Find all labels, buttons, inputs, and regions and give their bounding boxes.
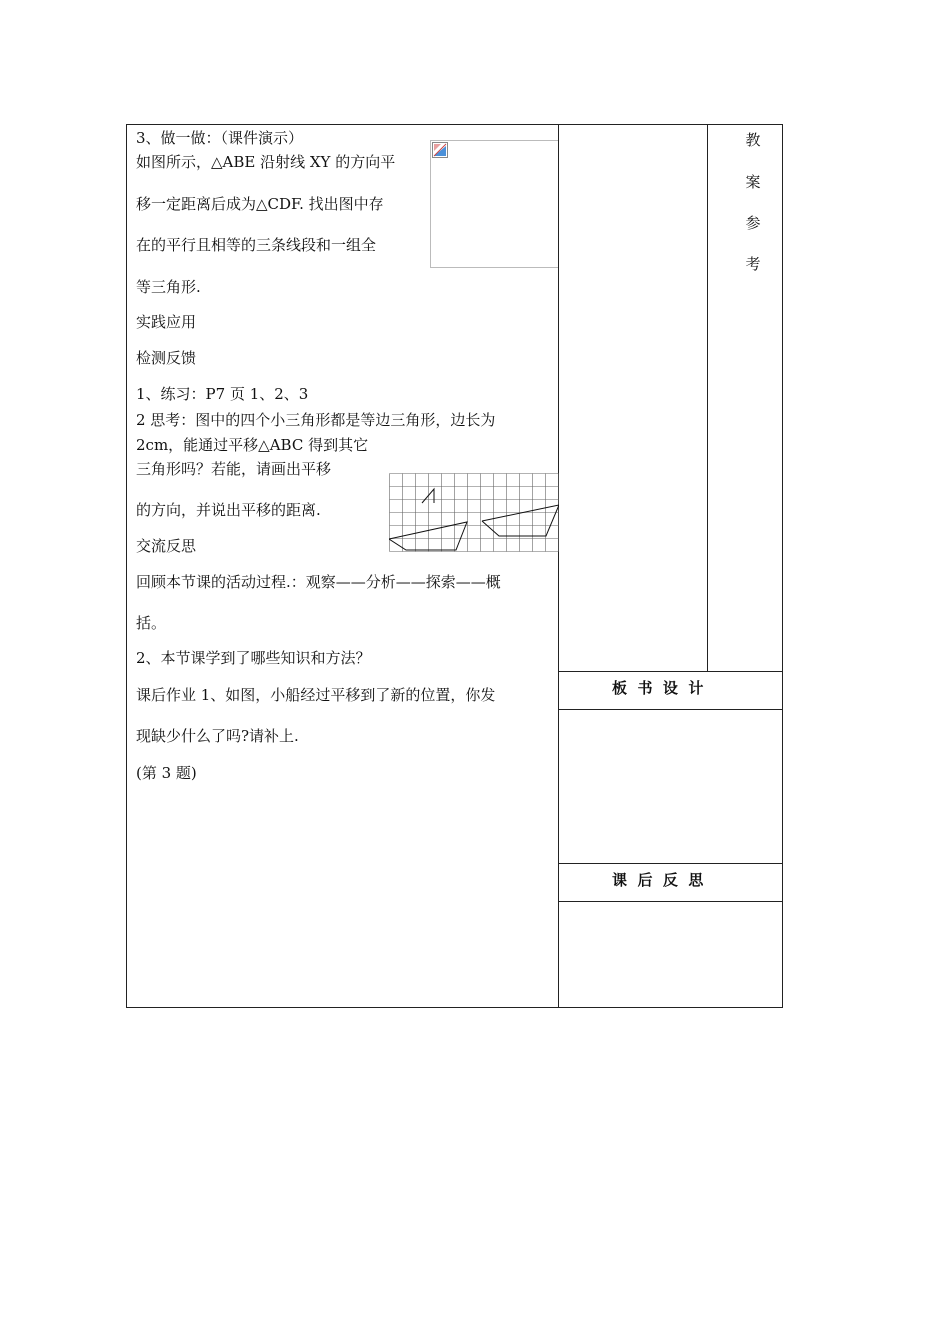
section-practice: 实践应用 <box>136 313 197 331</box>
broken-image-icon <box>432 142 448 158</box>
reference-char-1: 教 <box>745 131 761 149</box>
text-line-4: 在的平行且相等的三条线段和一组全 <box>136 236 377 254</box>
summary-question: 2、本节课学到了哪些知识和方法？ <box>136 649 371 667</box>
reference-char-2: 案 <box>745 173 761 191</box>
text-line-1: 3、做一做：（课件演示） <box>136 129 304 147</box>
think-line-1: 2 思考：图中的四个小三角形都是等边三角形，边长为 <box>136 411 496 429</box>
left-quadrilateral <box>389 522 467 550</box>
exercise-line: 1、练习：P7 页 1、2、3 <box>136 385 309 403</box>
demo-image-frame <box>430 140 558 268</box>
reference-char-3: 参 <box>745 214 761 232</box>
divider-reflection-top <box>558 863 783 864</box>
text-line-2: 如图所示，△ABE 沿射线 XY 的方向平 <box>136 153 396 171</box>
think-line-3: 三角形吗？若能，请画出平移 <box>136 460 332 478</box>
reference-char-4: 考 <box>745 255 761 273</box>
divider-reflection-bottom <box>558 901 783 902</box>
think-line-4: 的方向，并说出平移的距离. <box>136 501 321 519</box>
section-reflection: 交流反思 <box>136 537 197 555</box>
column-divider-main <box>558 124 559 1008</box>
homework-line-2: 现缺少什么了吗?请补上. <box>136 727 299 745</box>
section-feedback: 检测反馈 <box>136 349 197 367</box>
review-line-2: 括。 <box>136 614 167 632</box>
figure-caption: (第 3 题) <box>136 764 197 782</box>
column-divider-reference <box>707 124 708 671</box>
think-line-2: 2cm，能通过平移△ABC 得到其它 <box>136 436 369 454</box>
divider-board-bottom <box>558 709 783 710</box>
small-triangle <box>422 489 434 503</box>
text-line-3: 移一定距离后成为△CDF. 找出图中存 <box>136 195 384 213</box>
reflection-header: 课 后 反 思 <box>612 871 704 889</box>
homework-line-1: 课后作业 1、如图，小船经过平移到了新的位置，你发 <box>136 686 496 704</box>
triangle-grid-figure <box>389 473 559 553</box>
board-design-header: 板 书 设 计 <box>612 679 704 697</box>
text-line-5: 等三角形. <box>136 278 201 296</box>
review-line-1: 回顾本节课的活动过程.：观察——分析——探索——概 <box>136 573 501 591</box>
divider-board-top <box>558 671 783 672</box>
